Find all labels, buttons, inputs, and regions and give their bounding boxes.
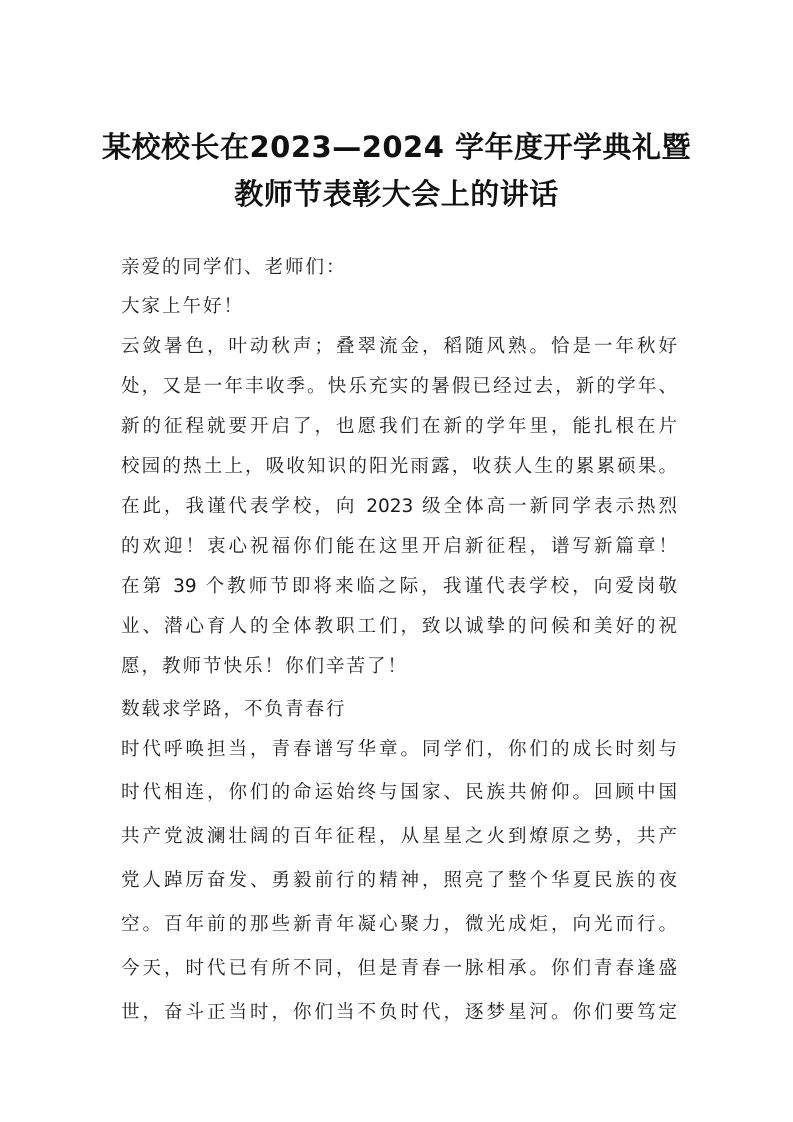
body-line: 新的征程就要开启了，也愿我们在新的学年里，能扎根在片	[121, 416, 677, 437]
salutation: 亲爱的同学们、老师们：	[121, 257, 347, 278]
body-line: 校园的热土上，吸收知识的阳光雨露，收获人生的累累硕果。	[121, 456, 677, 477]
document-title-line-2: 教师节表彰大会上的讲话	[234, 177, 559, 211]
body-line: 党人踔厉奋发、勇毅前行的精神，照亮了整个华夏民族的夜	[121, 870, 677, 891]
body-line: 在第 39 个教师节即将来临之际，我谨代表学校，向爱岗敬	[121, 576, 677, 597]
body-line: 在此，我谨代表学校，向 2023 级全体高一新同学表示热烈	[121, 496, 677, 517]
body-line: 共产党波澜壮阔的百年征程，从星星之火到燎原之势，共产	[121, 826, 677, 847]
body-line: 空。百年前的那些新青年凝心聚力，微光成炬，向光而行。	[121, 914, 677, 935]
body-line: 的欢迎！衷心祝福你们能在这里开启新征程，谱写新篇章！	[121, 536, 677, 557]
body-line: 时代呼唤担当，青春谱写华章。同学们，你们的成长时刻与	[121, 739, 677, 760]
body-line: 云敛暑色，叶动秋声；叠翠流金，稻随风熟。恰是一年秋好	[121, 336, 677, 357]
body-line: 世，奋斗正当时，你们当不负时代，逐梦星河。你们要笃定	[121, 1002, 677, 1023]
body-line: 今天，时代已有所不同，但是青春一脉相承。你们青春逢盛	[121, 958, 677, 979]
body-line: 处，又是一年丰收季。快乐充实的暑假已经过去，新的学年、	[121, 376, 677, 397]
greeting: 大家上午好！	[121, 296, 245, 317]
body-line: 时代相连，你们的命运始终与国家、民族共俯仰。回顾中国	[121, 782, 677, 803]
document-title-line-1: 某校校长在2023—2024 学年度开学典礼暨	[101, 130, 692, 164]
section-heading: 数载求学路，不负青春行	[121, 699, 347, 720]
body-line: 愿，教师节快乐！你们辛苦了！	[121, 656, 409, 677]
body-line: 业、潜心育人的全体教职工们，致以诚挚的问候和美好的祝	[121, 616, 677, 637]
